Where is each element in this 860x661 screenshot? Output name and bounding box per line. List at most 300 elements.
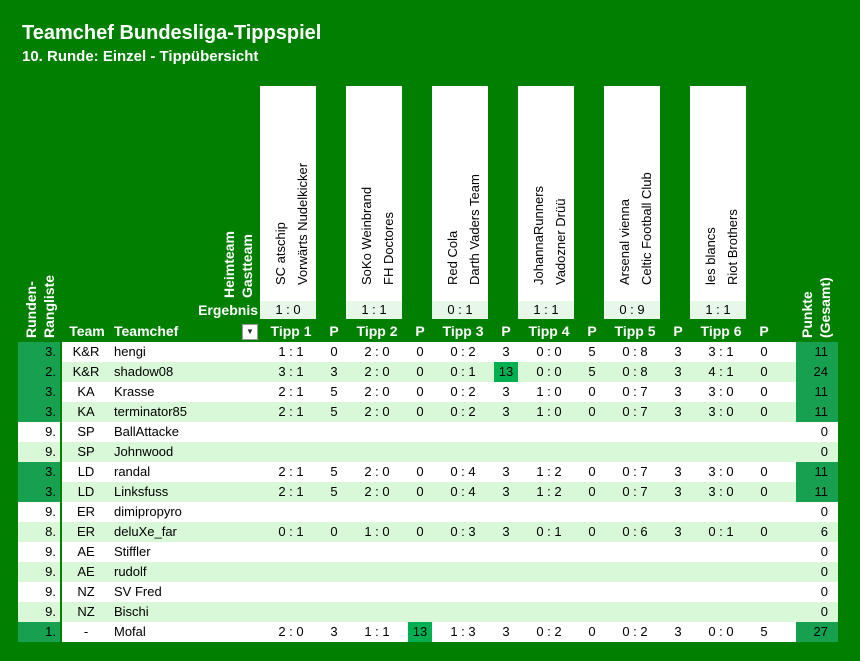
table-row: [0, 542, 860, 562]
tipp-cell: 2 : 1: [260, 402, 322, 422]
rang-label-line1: Runden-: [23, 281, 39, 338]
tipp-cell: 0 : 1: [260, 522, 322, 542]
tipp-cell: [518, 422, 580, 442]
teamchef-cell: dimipropyro: [110, 502, 260, 522]
tipp-cell: 2 : 0: [346, 382, 408, 402]
tipp-cell: 3 : 0: [690, 382, 752, 402]
points-cell: 5: [322, 462, 346, 482]
tipp-cell: [604, 562, 666, 582]
points-cell: 3: [666, 382, 690, 402]
team-cell: ER: [62, 522, 110, 542]
filter-dropdown-button[interactable]: [242, 324, 258, 340]
rank-cell: 1.: [18, 622, 60, 642]
rank-cell: 9.: [18, 542, 60, 562]
tipp-cell: [690, 442, 752, 462]
points-cell: 0: [408, 342, 432, 362]
tipp-cell: 0 : 0: [518, 362, 580, 382]
tipp-cell: [260, 582, 322, 602]
total-points-cell: 11: [796, 382, 838, 402]
tipp-cell: [690, 602, 752, 622]
team-cell: KA: [62, 382, 110, 402]
tipp-cell: [690, 562, 752, 582]
tipp-cell: 1 : 3: [432, 622, 494, 642]
tipp-cell: 2 : 0: [260, 622, 322, 642]
teamchef-cell: deluXe_far: [110, 522, 260, 542]
points-cell: [322, 542, 346, 562]
points-cell: 3: [666, 342, 690, 362]
points-cell: 3: [494, 402, 518, 422]
points-cell: 0: [752, 522, 776, 542]
points-cell: [408, 502, 432, 522]
tipp-cell: 3 : 0: [690, 462, 752, 482]
tipp-cell: 1 : 1: [260, 342, 322, 362]
points-cell: 0: [322, 522, 346, 542]
tipp-cell: [260, 502, 322, 522]
tipp-cell: 1 : 2: [518, 462, 580, 482]
tipp-cell: 0 : 7: [604, 462, 666, 482]
points-cell: 5: [580, 342, 604, 362]
team-cell: LD: [62, 462, 110, 482]
points-cell: [666, 562, 690, 582]
tipp-cell: [604, 542, 666, 562]
tipp-cell: [518, 502, 580, 522]
runden-rangliste-label: [22, 250, 62, 338]
teamchef-column-header: Teamchef: [114, 323, 179, 339]
tipp-cell: 0 : 7: [604, 382, 666, 402]
away-team-name: Riot Brothers: [725, 209, 740, 285]
teamchef-cell: SV Fred: [110, 582, 260, 602]
away-team-name: FH Doctores: [381, 212, 396, 285]
rank-cell: 9.: [18, 502, 60, 522]
tipp-cell: [690, 422, 752, 442]
tipp-cell: [260, 562, 322, 582]
total-points-cell: 0: [796, 502, 838, 522]
rank-cell: 3.: [18, 342, 60, 362]
points-cell: [408, 562, 432, 582]
tipp-cell: 0 : 1: [518, 522, 580, 542]
tipp-cell: [346, 422, 408, 442]
tipp-cell: [604, 602, 666, 622]
points-cell: [666, 442, 690, 462]
points-cell: 0: [752, 482, 776, 502]
tipp-cell: [432, 542, 494, 562]
points-cell: 0: [580, 522, 604, 542]
tipp-cell: 0 : 8: [604, 342, 666, 362]
game-header-3: [432, 86, 488, 319]
total-points-cell: 0: [796, 602, 838, 622]
tipp-cell: 0 : 8: [604, 362, 666, 382]
points-cell: 0: [408, 402, 432, 422]
game-result: 0 : 9: [604, 301, 660, 319]
rank-cell: 3.: [18, 482, 60, 502]
tipp-cell: 4 : 1: [690, 362, 752, 382]
table-row: [0, 382, 860, 402]
tipp-cell: 2 : 1: [260, 482, 322, 502]
points-cell: [322, 442, 346, 462]
points-cell: [752, 582, 776, 602]
tipp-cell: 2 : 1: [260, 382, 322, 402]
tipp-cell: 2 : 0: [346, 402, 408, 422]
home-team-name: Arsenal vienna: [617, 199, 632, 285]
tipp-cell: [260, 422, 322, 442]
points-cell: [580, 442, 604, 462]
points-cell: 0: [752, 462, 776, 482]
table-row: [0, 622, 860, 642]
team-cell: AE: [62, 542, 110, 562]
points-cell: 3: [666, 482, 690, 502]
game-result: 1 : 1: [346, 301, 402, 319]
rank-cell: 9.: [18, 422, 60, 442]
points-cell: 5: [322, 482, 346, 502]
away-team-name: Darth Vaders Team: [467, 174, 482, 285]
table-row: [0, 562, 860, 582]
total-points-cell: 24: [796, 362, 838, 382]
total-points-cell: 27: [796, 622, 838, 642]
total-points-cell: 0: [796, 442, 838, 462]
total-points-cell: 0: [796, 542, 838, 562]
game-header-4: [518, 86, 574, 319]
tipp-cell: 0 : 2: [432, 402, 494, 422]
points-cell: 3: [494, 622, 518, 642]
teamchef-cell: randal: [110, 462, 260, 482]
tipp-cell: [346, 502, 408, 522]
points-cell: 3: [666, 622, 690, 642]
tipp-column-header-5: Tipp 5: [614, 323, 656, 339]
tipp-cell: [260, 542, 322, 562]
rank-cell: 3.: [18, 382, 60, 402]
tipp-cell: 2 : 0: [346, 482, 408, 502]
points-cell: [752, 562, 776, 582]
points-cell: 5: [580, 362, 604, 382]
total-points-cell: 0: [796, 562, 838, 582]
tipp-column-header-2: Tipp 2: [356, 323, 398, 339]
points-cell: [494, 442, 518, 462]
points-cell: 0: [322, 342, 346, 362]
home-team-name: Red Cola: [445, 230, 460, 285]
away-team-name: Vadozner Drüü: [553, 198, 568, 285]
away-team-name: Vorwärts Nudelkicker: [295, 162, 310, 285]
tipp-cell: [432, 422, 494, 442]
table-row: [0, 502, 860, 522]
points-cell: 3: [494, 482, 518, 502]
tipp-cell: 2 : 0: [346, 462, 408, 482]
points-cell: [666, 582, 690, 602]
points-cell: [408, 422, 432, 442]
page-subtitle: 10. Runde: Einzel - Tippübersicht: [22, 48, 259, 65]
table-row: [0, 402, 860, 422]
tipp-cell: 1 : 2: [518, 482, 580, 502]
teamchef-cell: hengi: [110, 342, 260, 362]
points-cell: [580, 562, 604, 582]
team-cell: SP: [62, 422, 110, 442]
row-filler: [776, 562, 796, 582]
tipp-cell: 3 : 1: [260, 362, 322, 382]
tipp-cell: 1 : 0: [518, 382, 580, 402]
tipp-cell: [518, 542, 580, 562]
row-filler: [776, 342, 796, 362]
points-cell: [494, 602, 518, 622]
home-team-name: SC atschip: [273, 222, 288, 285]
points-cell: [408, 582, 432, 602]
team-column-header: Team: [69, 323, 105, 339]
team-cell: AE: [62, 562, 110, 582]
team-cell: K&R: [62, 362, 110, 382]
points-cell: [408, 442, 432, 462]
team-cell: NZ: [62, 602, 110, 622]
points-cell: 3: [494, 342, 518, 362]
gastteam-label: Gastteam: [239, 234, 255, 298]
tipp-cell: 2 : 0: [346, 362, 408, 382]
points-column-header-5: P: [673, 323, 683, 339]
tipp-cell: 0 : 2: [432, 342, 494, 362]
home-team-name: SoKo Weinbrand: [359, 186, 374, 285]
total-points-cell: 0: [796, 422, 838, 442]
points-cell: 3: [494, 462, 518, 482]
game-result: 1 : 1: [518, 301, 574, 319]
points-cell: 3: [666, 362, 690, 382]
tipp-column-header-6: Tipp 6: [700, 323, 742, 339]
tipp-cell: [604, 422, 666, 442]
points-cell: 3: [494, 382, 518, 402]
game-header-6: [690, 86, 746, 319]
tipp-cell: [518, 582, 580, 602]
tipp-cell: 1 : 0: [346, 522, 408, 542]
points-cell: [580, 602, 604, 622]
tipp-cell: 0 : 2: [432, 382, 494, 402]
points-cell: [752, 422, 776, 442]
tipp-cell: [518, 442, 580, 462]
points-cell: 3: [666, 462, 690, 482]
team-cell: KA: [62, 402, 110, 422]
ergebnis-label: Ergebnis: [198, 302, 258, 318]
tipp-cell: [432, 602, 494, 622]
points-cell: 0: [580, 462, 604, 482]
team-cell: SP: [62, 442, 110, 462]
rang-label-line2: Rangliste: [41, 274, 57, 338]
tipp-cell: 1 : 0: [518, 402, 580, 422]
points-cell: [580, 502, 604, 522]
points-column-header-1: P: [329, 323, 339, 339]
tipp-cell: 0 : 7: [604, 482, 666, 502]
tipp-column-header-3: Tipp 3: [442, 323, 484, 339]
row-filler: [776, 442, 796, 462]
points-cell: 5: [322, 382, 346, 402]
total-points-cell: 11: [796, 402, 838, 422]
tipp-cell: [260, 442, 322, 462]
row-filler: [776, 542, 796, 562]
points-cell: [666, 422, 690, 442]
teamchef-cell: Mofal: [110, 622, 260, 642]
team-cell: NZ: [62, 582, 110, 602]
tipp-cell: 0 : 1: [432, 362, 494, 382]
game-header-2: [346, 86, 402, 319]
game-header-5: [604, 86, 660, 319]
points-cell: 0: [580, 382, 604, 402]
row-filler: [776, 622, 796, 642]
row-filler: [776, 482, 796, 502]
points-cell: 5: [322, 402, 346, 422]
tipp-cell: 0 : 7: [604, 402, 666, 422]
row-filler: [776, 362, 796, 382]
dropdown-arrow-icon: ▼: [246, 327, 254, 336]
points-cell: 3: [322, 622, 346, 642]
team-cell: ER: [62, 502, 110, 522]
rank-cell: 8.: [18, 522, 60, 542]
points-cell: 0: [580, 622, 604, 642]
heimteam-label: Heimteam: [221, 231, 237, 298]
points-cell: [494, 542, 518, 562]
points-cell: [408, 542, 432, 562]
team-cell: -: [62, 622, 110, 642]
tipp-column-header-4: Tipp 4: [528, 323, 570, 339]
teamchef-cell: Bischi: [110, 602, 260, 622]
rank-cell: 3.: [18, 402, 60, 422]
table-row: [0, 482, 860, 502]
points-cell: [322, 582, 346, 602]
row-filler: [776, 502, 796, 522]
row-filler: [776, 402, 796, 422]
tipp-cell: [346, 602, 408, 622]
teamchef-cell: rudolf: [110, 562, 260, 582]
row-filler: [776, 382, 796, 402]
points-cell: 0: [752, 342, 776, 362]
tipp-cell: [260, 602, 322, 622]
row-filler: [776, 422, 796, 442]
tipp-cell: [604, 442, 666, 462]
points-cell: 0: [408, 522, 432, 542]
points-cell: [580, 422, 604, 442]
tipp-cell: 3 : 0: [690, 402, 752, 422]
table-row: [0, 522, 860, 542]
teamchef-cell: BallAttacke: [110, 422, 260, 442]
tipp-cell: 0 : 1: [690, 522, 752, 542]
points-cell: 0: [752, 382, 776, 402]
points-cell: [666, 502, 690, 522]
home-team-name: JohannaRunners: [531, 185, 546, 285]
tipp-cell: [690, 502, 752, 522]
table-row: [0, 462, 860, 482]
points-column-header-4: P: [587, 323, 597, 339]
home-team-name: les blancs: [703, 227, 718, 285]
points-cell: [322, 562, 346, 582]
points-cell: [494, 502, 518, 522]
tipp-cell: 3 : 1: [690, 342, 752, 362]
points-cell: 0: [752, 362, 776, 382]
points-cell: 3: [666, 402, 690, 422]
teamchef-cell: terminator85: [110, 402, 260, 422]
teamchef-cell: Johnwood: [110, 442, 260, 462]
tipp-cell: [432, 442, 494, 462]
tipp-cell: [604, 502, 666, 522]
points-cell: 3: [494, 522, 518, 542]
points-cell: 13: [408, 622, 432, 642]
rank-cell: 9.: [18, 582, 60, 602]
teamchef-cell: Stiffler: [110, 542, 260, 562]
points-cell: [752, 602, 776, 622]
table-row: [0, 422, 860, 442]
team-cell: K&R: [62, 342, 110, 362]
table-row: [0, 582, 860, 602]
row-filler: [776, 602, 796, 622]
tipp-cell: 0 : 2: [604, 622, 666, 642]
points-cell: [494, 422, 518, 442]
tipp-cell: [432, 562, 494, 582]
points-cell: 0: [408, 462, 432, 482]
points-cell: [752, 502, 776, 522]
tipp-cell: [604, 582, 666, 602]
points-cell: 0: [752, 402, 776, 422]
points-cell: [752, 542, 776, 562]
points-cell: 13: [494, 362, 518, 382]
page-title: Teamchef Bundesliga-Tippspiel: [22, 22, 322, 44]
row-filler: [776, 522, 796, 542]
tipp-column-header-1: Tipp 1: [270, 323, 312, 339]
game-header-1: [260, 86, 316, 319]
points-cell: 0: [408, 362, 432, 382]
points-cell: [408, 602, 432, 622]
points-cell: [752, 442, 776, 462]
punkte-label: [798, 240, 838, 338]
team-cell: LD: [62, 482, 110, 502]
total-points-cell: 0: [796, 582, 838, 602]
tipp-cell: [690, 542, 752, 562]
total-points-cell: 11: [796, 482, 838, 502]
tipp-cell: 2 : 0: [346, 342, 408, 362]
points-cell: 0: [580, 482, 604, 502]
row-filler: [776, 462, 796, 482]
tipp-cell: [518, 562, 580, 582]
rank-cell: 9.: [18, 602, 60, 622]
points-cell: [666, 542, 690, 562]
tipp-cell: 0 : 4: [432, 482, 494, 502]
punkte-label-line1: Punkte: [799, 291, 815, 338]
tipp-cell: [346, 562, 408, 582]
tipp-cell: [346, 582, 408, 602]
table-row: [0, 362, 860, 382]
points-cell: [322, 502, 346, 522]
points-column-header-6: P: [759, 323, 769, 339]
table-row: [0, 342, 860, 362]
tipp-cell: [346, 542, 408, 562]
points-cell: 5: [752, 622, 776, 642]
points-cell: [322, 602, 346, 622]
rank-cell: 2.: [18, 362, 60, 382]
table-row: [0, 602, 860, 622]
tipp-cell: 0 : 0: [518, 342, 580, 362]
away-team-name: Celtic Football Club: [639, 172, 654, 285]
table-row: [0, 442, 860, 462]
tipp-cell: 0 : 3: [432, 522, 494, 542]
tipp-cell: [432, 582, 494, 602]
tipp-cell: 0 : 2: [518, 622, 580, 642]
points-cell: [580, 582, 604, 602]
points-cell: [322, 422, 346, 442]
points-column-header-3: P: [501, 323, 511, 339]
points-cell: [494, 562, 518, 582]
tipp-cell: [432, 502, 494, 522]
tipp-cell: 1 : 1: [346, 622, 408, 642]
tipp-cell: [518, 602, 580, 622]
tipp-cell: 3 : 0: [690, 482, 752, 502]
points-cell: 0: [408, 382, 432, 402]
tipp-cell: 0 : 0: [690, 622, 752, 642]
rank-cell: 9.: [18, 442, 60, 462]
total-points-cell: 11: [796, 462, 838, 482]
total-points-cell: 11: [796, 342, 838, 362]
tipp-cell: 2 : 1: [260, 462, 322, 482]
row-filler: [776, 582, 796, 602]
tipp-cell: [346, 442, 408, 462]
